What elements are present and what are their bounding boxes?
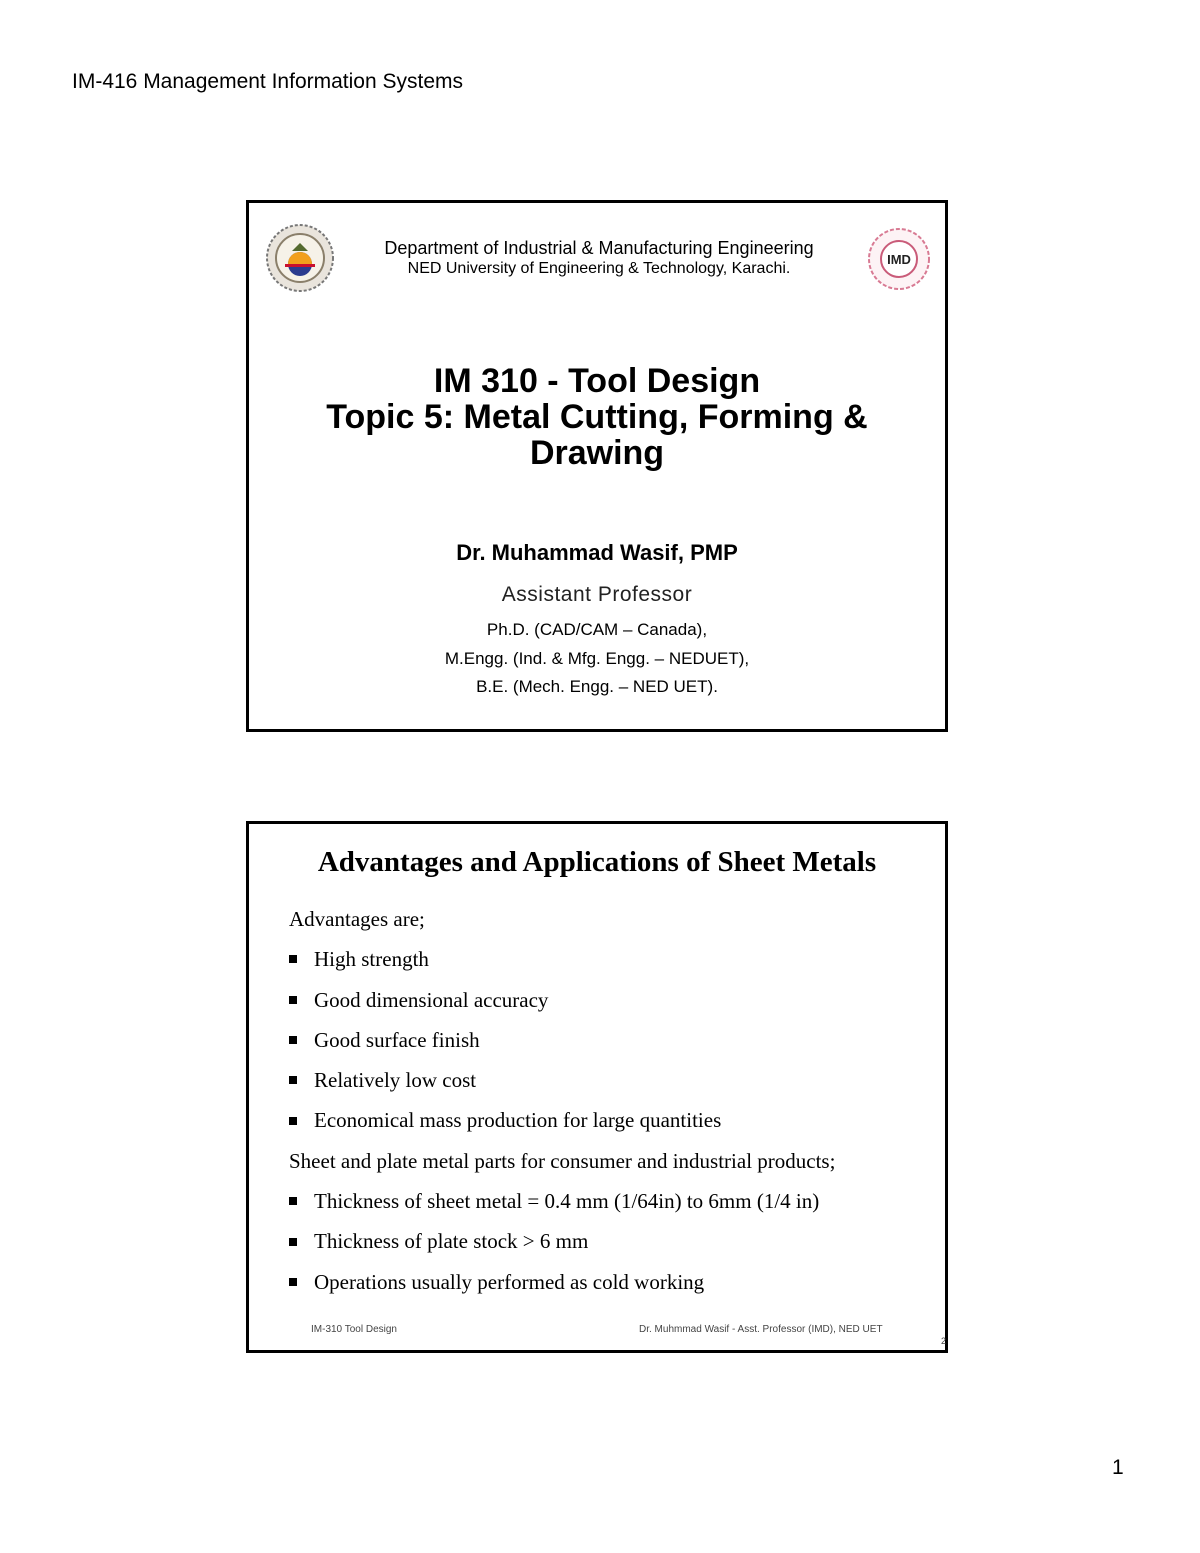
list-item xyxy=(289,1226,929,1266)
title-line-3: Drawing xyxy=(529,434,665,472)
list-item-text: Relatively low cost xyxy=(314,1068,477,1093)
list-item-text: Thickness of plate stock > 6 mm xyxy=(314,1229,589,1254)
title-line-2: Topic 5: Metal Cutting, Forming & xyxy=(326,398,868,436)
qualification-item: Ph.D. (CAD/CAM – Canada), xyxy=(486,620,708,639)
bullet-icon xyxy=(289,955,297,963)
slide-footer-course: IM-310 Tool Design xyxy=(311,1324,397,1335)
list-item xyxy=(289,1186,929,1226)
list-item xyxy=(289,985,929,1025)
author-name: Dr. Muhammad Wasif, PMP xyxy=(456,540,738,565)
list-item-text: Operations usually performed as cold working xyxy=(314,1269,705,1294)
imd-logo-text: IMD xyxy=(887,252,911,267)
department-name: Department of Industrial & Manufacturing Engineering xyxy=(384,238,814,258)
list-item xyxy=(289,1267,929,1307)
page-header: IM-416 Management Information Systems xyxy=(72,70,464,93)
title-line-1: IM 310 - Tool Design xyxy=(433,362,761,400)
list-item-text: Thickness of sheet metal = 0.4 mm (1/64in) to 6mm (1/4 in) xyxy=(314,1189,820,1214)
bullet-icon xyxy=(289,1238,297,1246)
page-number: 1 xyxy=(1112,1456,1124,1479)
qualifications xyxy=(269,616,925,702)
author-role: Assistant Professor xyxy=(501,583,693,606)
list-item-text: Economical mass production for large quantities xyxy=(314,1108,722,1133)
list-item xyxy=(289,1025,929,1065)
bullet-icon xyxy=(289,1117,297,1125)
slide-title: Advantages and Applications of Sheet Metals xyxy=(317,846,877,878)
slide-title xyxy=(269,363,925,471)
bullet-icon xyxy=(289,996,297,1004)
qualification-item: M.Engg. (Ind. & Mfg. Engg. – NEDUET), xyxy=(444,648,750,668)
list-item-text: Good dimensional accuracy xyxy=(314,987,549,1012)
content-slide xyxy=(246,821,948,1353)
applications-intro: Sheet and plate metal parts for consumer and industrial products; xyxy=(289,1148,836,1173)
university-name: NED University of Engineering & Technology, Karachi. xyxy=(407,260,791,277)
list-item-text: Good surface finish xyxy=(314,1027,480,1052)
list-item xyxy=(289,1105,929,1145)
list-item xyxy=(289,944,929,984)
slide-number: 2 xyxy=(941,1336,947,1346)
bullet-icon xyxy=(289,1036,297,1044)
slide-body xyxy=(289,904,929,1307)
advantages-intro: Advantages are; xyxy=(289,907,425,931)
slide-footer-author: Dr. Muhmmad Wasif - Asst. Professor (IMD), NED UET xyxy=(639,1324,883,1335)
qualification-item: B.E. (Mech. Engg. – NED UET). xyxy=(476,677,718,696)
list-item xyxy=(289,1065,929,1105)
bullet-icon xyxy=(289,1076,297,1084)
bullet-icon xyxy=(289,1197,297,1205)
imd-logo xyxy=(867,227,931,291)
bullet-icon xyxy=(289,1278,297,1286)
title-slide xyxy=(246,200,948,732)
ned-university-logo xyxy=(265,223,335,293)
list-item-text: High strength xyxy=(314,947,429,972)
